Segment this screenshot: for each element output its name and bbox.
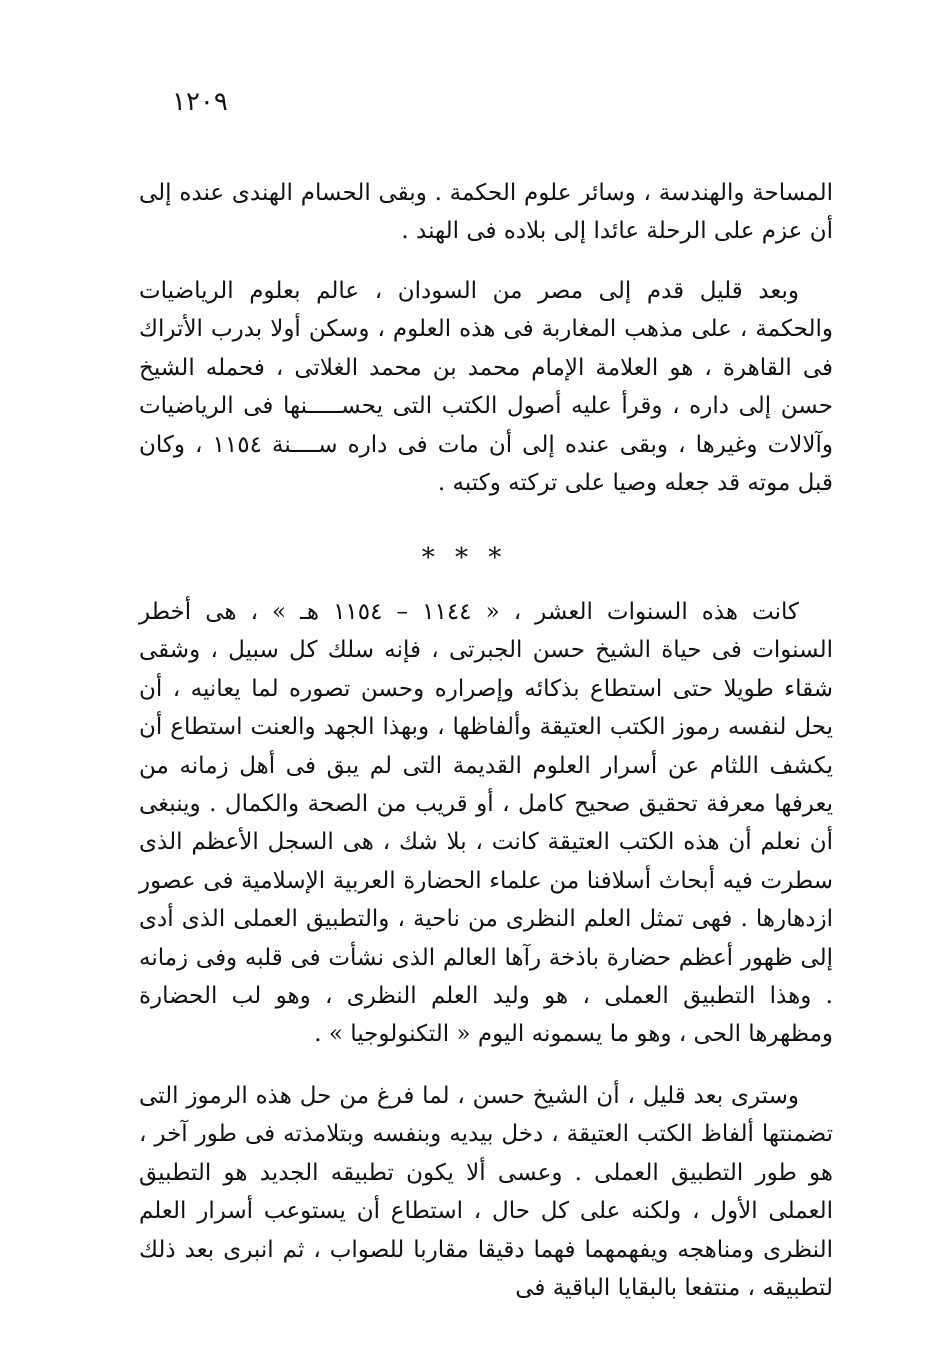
paragraph-text: كانت هذه السنوات العشر ، « ١١٤٤ – ١١٥٤ هـ » ، هى أخطر السنوات فى حياة الشيخ حسن الجبرتى ، فإنه سلك كل سبيل ، وشقى شقاء طويلا حتى استطاع بذكائه وإصراره وحسن تصوره لما يعانيه ، أن يحل لنفسه رموز الكتب العتيقة وألفاظها ، وبهذا الجهد والعنت استطاع أن يكشف اللثام عن أسرار العلوم القديمة التى لم يبق فى أهل زمانه من يعرفها معرفة تحقيق صحيح كامل ، أو قريب من الصحة والكمال . وينبغى أن نعلم أن هذه الكتب العتيقة كانت ، بلا شك ، هى السجل الأعظم الذى سطرت فيه أبحاث أسلافنا من علماء الحضارة العربية الإسلامية فى عصور ازدهارها . فهى تمثل العلم النظرى من ناحية ، والتطبيق العملى الذى أدى إلى ظهور أعظم حضارة باذخة رآها العالم الذى نشأت فى قلبه وفى زمانه . وهذا التطبيق العملى ، هو وليد العلم النظرى ، وهو لب الحضارة ومظهرها الحى ، وهو ما يسمونه اليوم « التكنولوجيا » . xyxy=(139,599,833,1048)
paragraph-application xyxy=(139,1077,833,1307)
paragraph-text: المساحة والهندسة ، وسائر علوم الحكمة . وبقى الحسام الهندى عنده إلى أن عزم على الرحلة عائدا إلى بلاده فى الهند . xyxy=(139,180,833,245)
paragraph-ten-years xyxy=(139,593,833,1054)
page-number: ١٢٠٩ xyxy=(172,87,228,117)
paragraph-text: وبعد قليل قدم إلى مصر من السودان ، عالم بعلوم الرياضيات والحكمة ، على مذهب المغاربة فى هذه العلوم ، وسكن أولا بدرب الأتراك فى القاهرة ، هو العلامة الإمام محمد بن محمد الغلاتى ، فحمله الشيخ حسن إلى داره ، وقرأ عليه أصول الكتب التى يحســـــنها فى الرياضيات وآلالات وغيرها ، وبقى عنده إلى أن مات فى داره ســــنة ١١٥٤ ، وكان قبل موته قد جعله وصيا على تركته وكتبه . xyxy=(139,278,833,497)
section-separator: * * * xyxy=(421,543,508,573)
paragraph-galati xyxy=(139,272,833,502)
paragraph-continuation xyxy=(139,174,833,251)
paragraph-text: وسترى بعد قليل ، أن الشيخ حسن ، لما فرغ من حل هذه الرموز التى تضمنتها ألفاظ الكتب العتيقة ، دخل بيديه وبنفسه وبتلامذته فى طور آخر ، هو طور التطبيق العملى . وعسى ألا يكون تطبيقه الجديد هو التطبيق العملى الأول ، ولكنه على كل حال ، استطاع أن يستوعب أسرار العلم النظرى ومناهجه ويفهمهما فهما دقيقا مقاربا للصواب ، ثم انبرى بعد ذلك لتطبيقه ، منتفعا بالبقايا الباقية فى xyxy=(139,1083,833,1302)
